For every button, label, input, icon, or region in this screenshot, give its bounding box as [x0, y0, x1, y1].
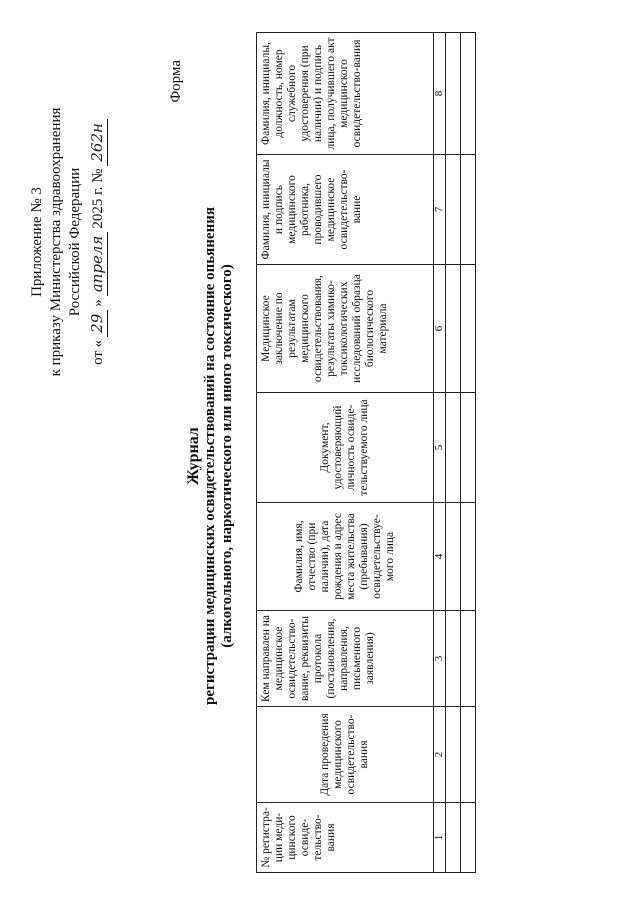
column-number-row — [434, 33, 446, 873]
order-ministry: к приказу Министерства здравоохранения — [48, 107, 64, 377]
col-number: 6 — [434, 265, 446, 393]
col-number: 3 — [434, 611, 446, 707]
col-header-7: Фамилия, инициалы и подпись медицинского работника, проводившего медицинское освидетельство-вание — [257, 155, 434, 265]
col-header-5: Документ, удостоверяющий личность освиде-тельствуемого лица — [257, 393, 434, 503]
table-cell — [446, 33, 461, 155]
approval-block — [28, 92, 108, 392]
order-country: Российской Федерации — [67, 167, 83, 317]
col-header-6: Медицинское заключение по результатам медицинского освидетельствования, результаты химико-токсикологических исследований образца биологического материала — [257, 265, 434, 393]
col-number: 8 — [434, 33, 446, 155]
table-cell — [461, 155, 476, 265]
table-cell — [446, 393, 461, 503]
table-row — [446, 33, 461, 873]
table-cell — [446, 503, 461, 611]
table-cell — [461, 503, 476, 611]
col-number: 4 — [434, 503, 446, 611]
col-header-8: Фамилия, инициалы, должность, номер служебного удостоверения (при наличии) и подпись лица, получившего акт медицинского освидетельство-вания — [257, 33, 434, 155]
table-cell — [461, 707, 476, 803]
col-number: 7 — [434, 155, 446, 265]
journal-title-line3: (алкогольного, наркотического или иного токсического) — [219, 264, 235, 648]
col-header-4: Фамилия, имя, отчество (при наличии), дата рождения и адрес места жительства (пребывания) освидетельствуе-мого лица — [257, 503, 434, 611]
table-cell — [461, 611, 476, 707]
col-header-3: Кем направлен на медицинское освидетельство-вание, реквизиты протокола (постановления, направления, письменного заявления) — [257, 611, 434, 707]
table-cell — [446, 803, 461, 873]
col-number: 5 — [434, 393, 446, 503]
table-cell — [461, 803, 476, 873]
col-header-2: Дата проведения медицинского освидетельство-вания — [257, 707, 434, 803]
table-row — [461, 33, 476, 873]
col-number: 2 — [434, 707, 446, 803]
journal-table — [256, 32, 476, 873]
order-day: 29 — [88, 310, 108, 337]
table-cell — [446, 265, 461, 393]
order-date-row — [88, 92, 108, 392]
date-prefix: от « — [90, 339, 106, 365]
order-year: 2025 г. № — [90, 168, 106, 229]
order-number: 262н — [88, 119, 108, 166]
table-header-row — [257, 33, 434, 873]
table-cell — [446, 611, 461, 707]
form-label: Форма — [168, 60, 184, 103]
col-number: 1 — [434, 803, 446, 873]
order-month: апреля — [88, 232, 108, 297]
journal-title — [185, 176, 236, 736]
table-cell — [461, 33, 476, 155]
table-cell — [461, 393, 476, 503]
appendix-number: Приложение № 3 — [29, 187, 45, 297]
journal-title-main: Журнал — [185, 427, 202, 485]
table-cell — [446, 155, 461, 265]
table-cell — [446, 707, 461, 803]
date-mid: » — [90, 299, 106, 307]
table-cell — [461, 265, 476, 393]
col-header-1: № регистра-ции меди-цинского освиде-тельство-вания — [257, 803, 434, 873]
journal-title-line2: регистрации медицинских освидетельствований на состояние опьянения — [202, 207, 218, 705]
